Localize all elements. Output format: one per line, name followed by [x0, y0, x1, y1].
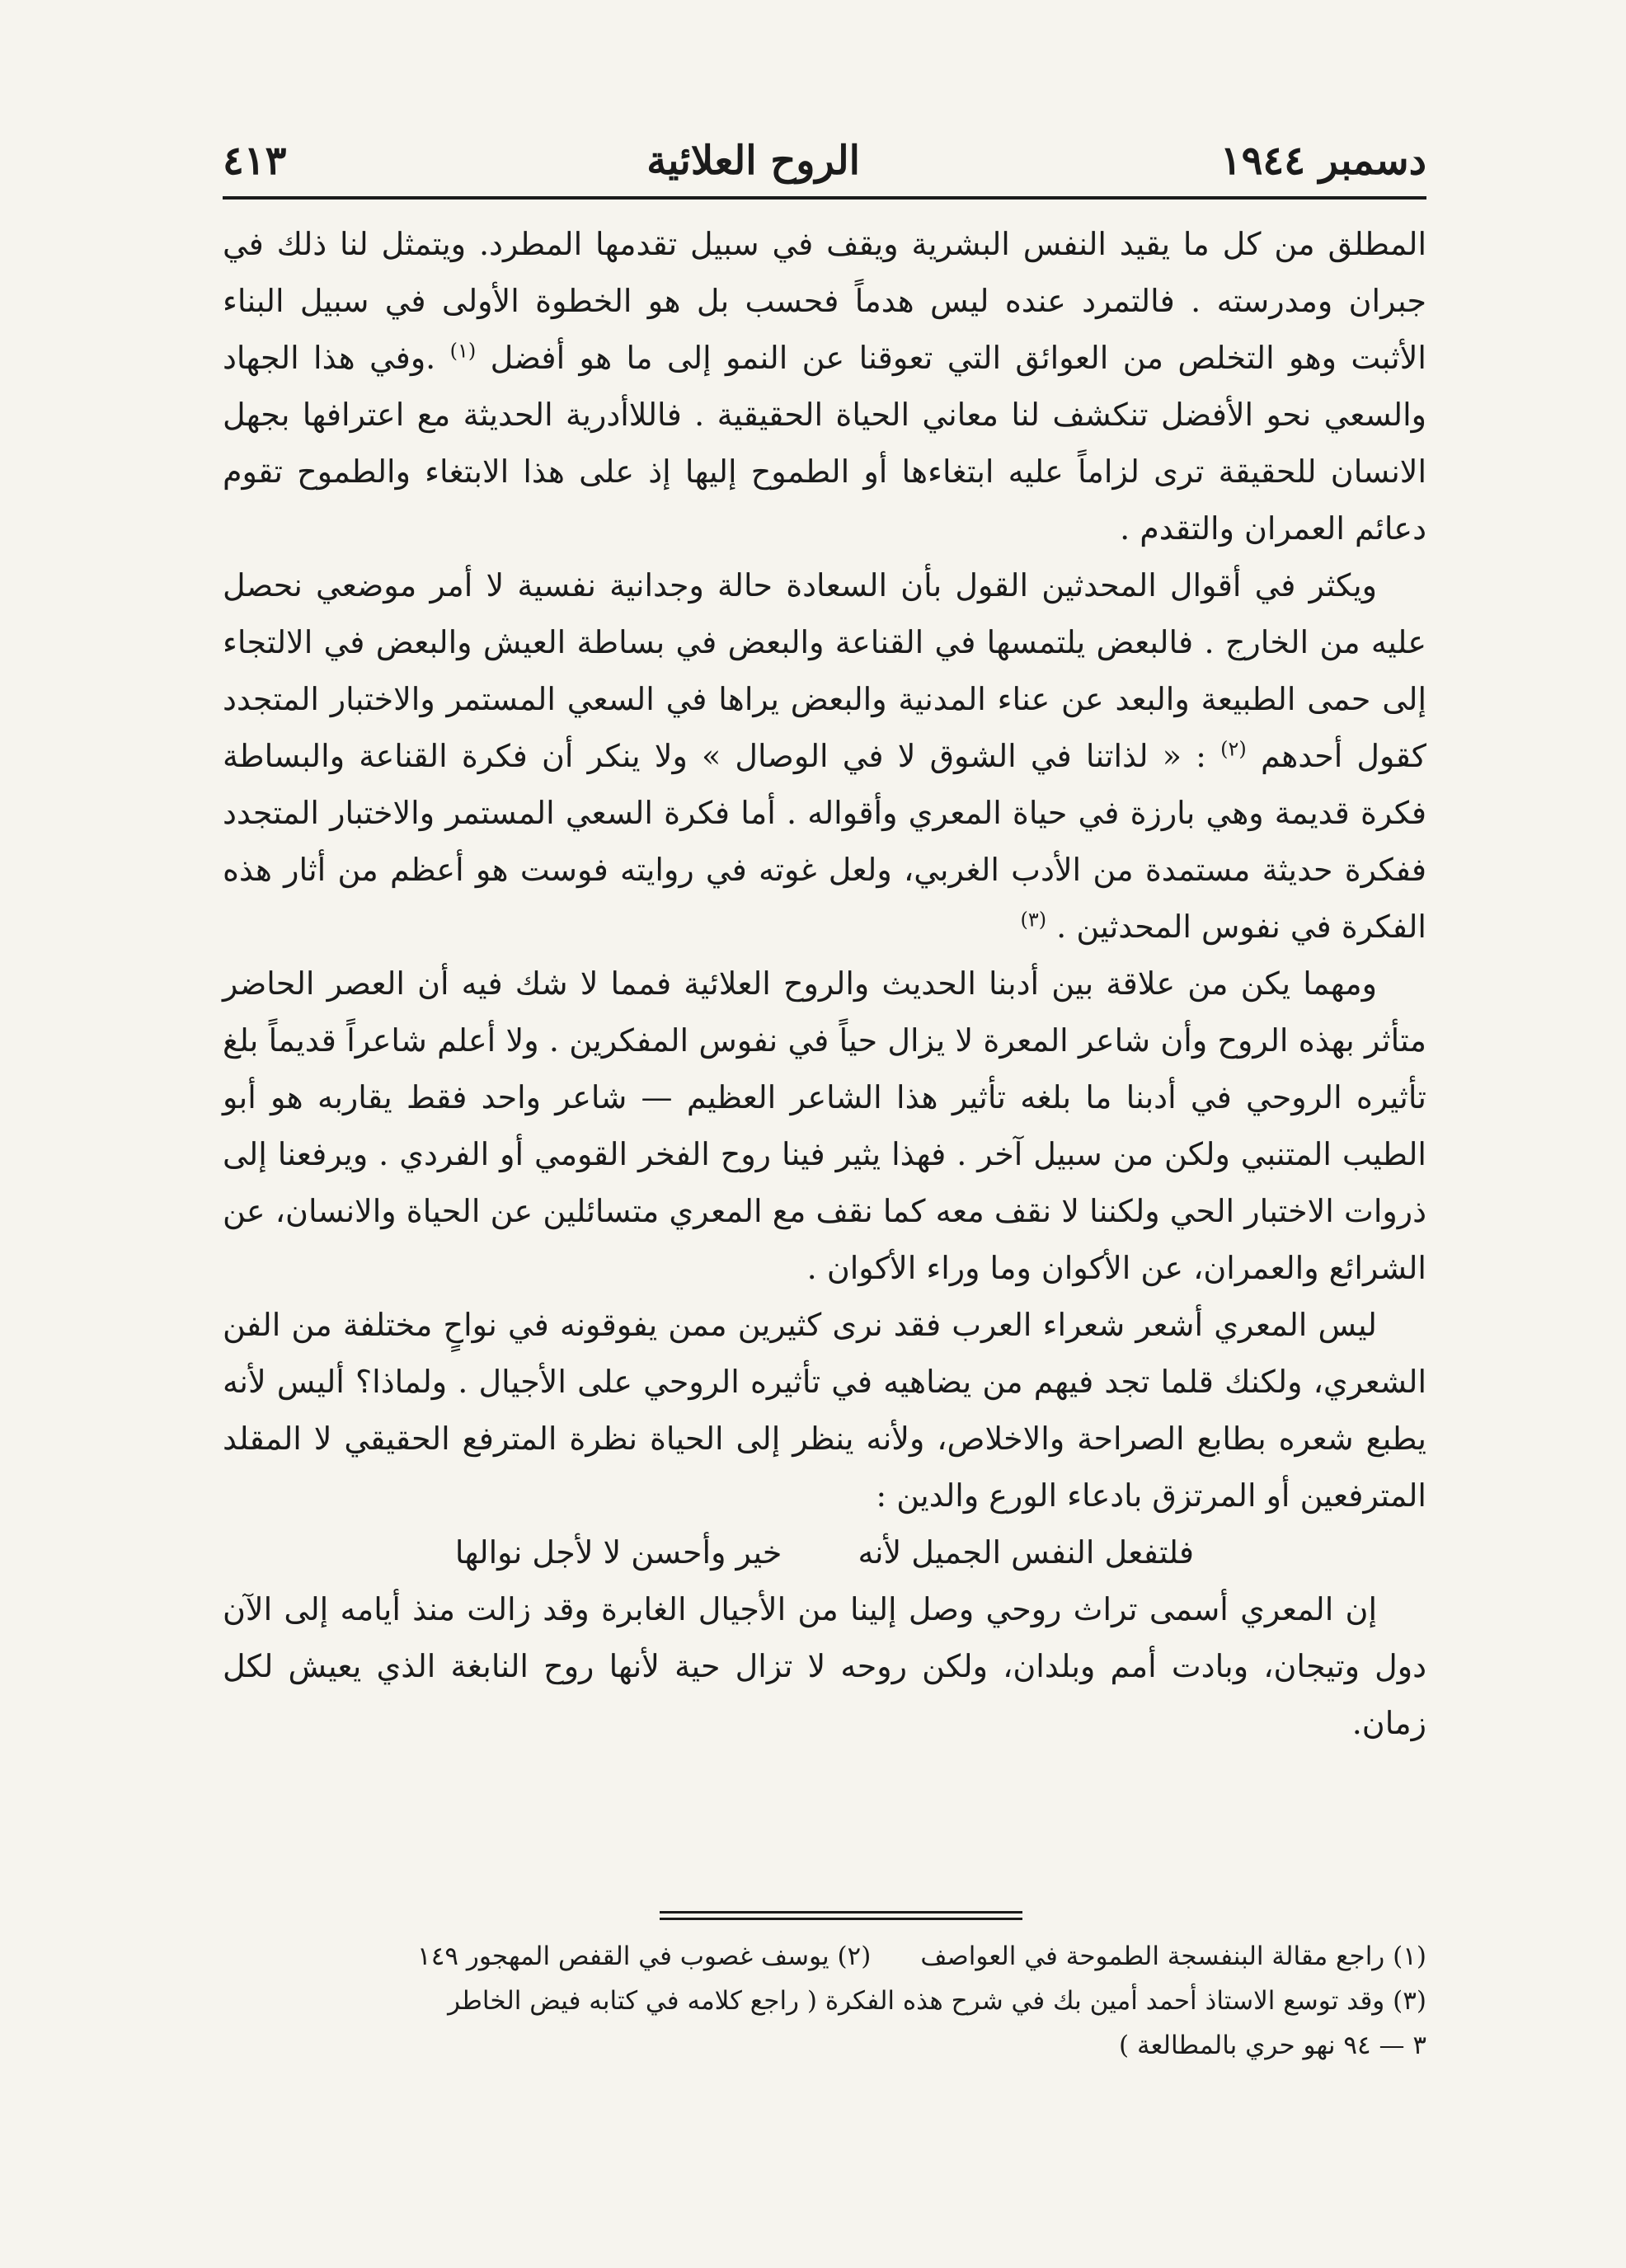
paragraph-3: ومهما يكن من علاقة بين أدبنا الحديث والروح العلائية فمما لا شك فيه أن العصر الحاضر متأثر بهذه الروح وأن شاعر المعرة لا يزال حياً في نفوس المفكرين . ولا أعلم شاعراً قديماً بلغ تأثيره الروحي في أدبنا ما بلغه تأثير هذا الشاعر العظيم — شاعر واحد فقط يقاربه هو أبو الطيب المتنبي ولكن من سبيل آخر . فهذا يثير فينا روح الفخر القومي أو الفردي . ويرفعنا إلى ذروات الاختبار الحي ولكننا لا نقف معه كما نقف مع المعري متسائلين عن الحياة والانسان، عن الشرائع والعمران، عن الأكوان وما وراء الأكوان .: [223, 965, 1426, 1286]
footnote-ref-1: (١): [449, 339, 477, 363]
footnotes: [223, 1934, 1426, 2068]
article-body: [223, 216, 1426, 1752]
footnote-divider-second: [660, 1918, 1022, 1920]
closing-paragraph: إن المعري أسمى تراث روحي وصل إلينا من الأجيال الغابرة وقد زالت منذ أيامه إلى الآن دول وتيجان، وبادت أمم وبلدان، ولكن روحه لا تزال حية لأنها روح النابغة الذي يعيش لكل زمان.: [223, 1591, 1426, 1741]
footnote-1: (١) راجع مقالة البنفسجة الطموحة في العواصف: [920, 1942, 1426, 1971]
footnote-row-1: [223, 1934, 1426, 1979]
footnote-ref-2: (٢): [1220, 737, 1247, 761]
poetry-verse: [223, 1524, 1426, 1581]
footnote-ref-3: (٣): [1020, 908, 1047, 932]
footnote-divider: [660, 1911, 1022, 1913]
footnote-2: (٢) يوسف غصوب في القفص المهجور ١٤٩: [417, 1942, 872, 1971]
footnote-3: (٣) وقد توسع الاستاذ أحمد أمين بك في شرح هذه الفكرة ( راجع كلامه في كتابه فيض الخاطر: [448, 1986, 1426, 2016]
header-rule: [223, 196, 1426, 200]
article-title: الروح العلائية: [646, 138, 860, 184]
paragraph-2: ويكثر في أقوال المحدثين القول بأن السعادة حالة وجدانية نفسية لا أمر موضعي نحصل عليه من الخارج . فالبعض يلتمسها في القناعة والبعض في بساطة العيش والبعض في الالتجاء إلى حمى الطبيعة والبعد عن عناء المدنية والبعض يراها في السعي المستمر والاختبار المتجدد كقول أحدهم $^{(٢)}$ : « لذاتنا في الشوق لا في الوصال » ولا ينكر أن فكرة القناعة والبساطة فكرة قديمة وهي بارزة في حياة المعري وأقواله . أما فكرة السعي المستمر والاختبار المتجدد ففكرة حديثة مستمدة من الأدب الغربي، ولعل غوته في روايته فوست هو أعظم من أثار هذه الفكرة في نفوس المحدثين . $^{(٣)}$: [223, 567, 1426, 945]
page-number: ٤١٣: [223, 138, 287, 184]
paragraph-1: المطلق من كل ما يقيد النفس البشرية ويقف في سبيل تقدمها المطرد. ويتمثل لنا ذلك في جبران ومدرسته . فالتمرد عنده ليس هدماً فحسب بل هو الخطوة الأولى في سبيل البناء الأثبت وهو التخلص من العوائق التي تعوقنا عن النمو إلى ما هو أفضل $^{(١)}$ .وفي هذا الجهاد والسعي نحو الأفضل تنكشف لنا معاني الحياة الحقيقية . فاللاأدرية الحديثة مع اعترافها بجهل الانسان للحقيقة ترى لزاماً عليه ابتغاءها أو الطموح إليها إذ على هذا الابتغاء والطموح تقوم دعائم العمران والتقدم .: [223, 226, 1426, 547]
paragraph-4: ليس المعري أشعر شعراء العرب فقد نرى كثيرين ممن يفوقونه في نواحٍ مختلفة من الفن الشعري، ولكنك قلما تجد فيهم من يضاهيه في تأثيره الروحي على الأجيال . ولماذا؟ أليس لأنه يطبع شعره بطابع الصراحة والاخلاص، ولأنه ينظر إلى الحياة نظرة المترفع الحقيقي لا المقلد المترفعين أو المرتزق بادعاء الورع والدين :: [223, 1307, 1426, 1514]
footnote-continuation: ٣ — ٩٤ نهو حري بالمطالعة ): [1119, 2031, 1426, 2060]
issue-date: دسمبر ١٩٤٤: [1220, 138, 1426, 184]
verse-second-hemistich: خير وأحسن لا لأجل نوالها: [454, 1534, 782, 1571]
verse-first-hemistich: فلتفعل النفس الجميل لأنه: [858, 1534, 1195, 1571]
page-header: [223, 132, 1426, 190]
